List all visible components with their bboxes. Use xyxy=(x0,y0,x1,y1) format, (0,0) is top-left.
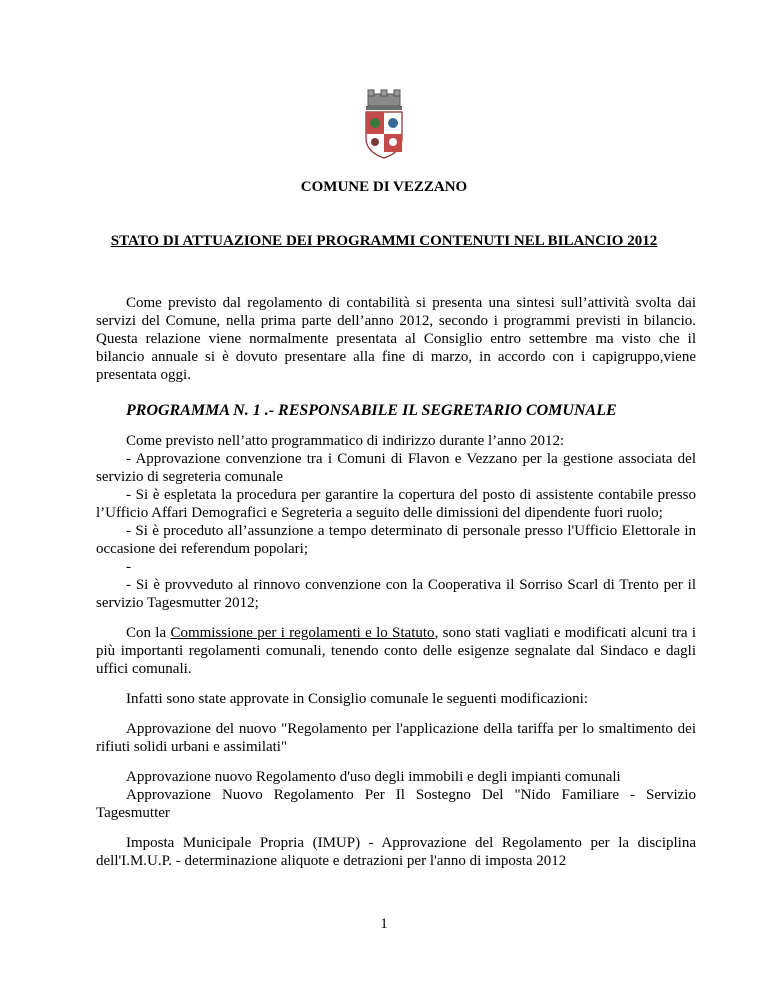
commission-text-after: , sono stati vagliati e modificati alcuni tra i più importanti regolamenti comunali, tenendo conto delle esigenze segnalate dal Sindaco e dagli uffici comunali. xyxy=(96,625,696,677)
document-body xyxy=(96,294,696,870)
list-item: - Si è espletata la procedura per garantire la copertura del posto di assistente contabile presso l’Ufficio Affari Demografici e Segreteria a seguito delle dimissioni del dipendente fuori ruolo; xyxy=(96,487,696,521)
list-item: - xyxy=(126,559,131,575)
intro-paragraph: Come previsto dal regolamento di contabilità si presenta una sintesi sull’attività svolta dai servizi del Comune, nella prima parte dell’anno 2012, secondo i programmi previsti in bilancio. Questa relazione viene normalmente presentata al Consiglio entro settembre ma visto che il bilancio annuale si è dovuto presentare alla fine di marzo, in accordo con i capigruppo,viene presentata oggi. xyxy=(96,295,696,383)
approved-intro: Infatti sono state approvate in Consiglio comunale le seguenti modificazioni: xyxy=(126,691,588,707)
modification-item: Approvazione nuovo Regolamento d'uso degli immobili e degli impianti comunali xyxy=(126,769,621,785)
commission-text-before: Con la xyxy=(126,625,171,641)
modification-item: Approvazione Nuovo Regolamento Per Il Sostegno Del "Nido Familiare - Servizio Tagesmutter xyxy=(96,787,696,821)
list-item: - Si è proceduto all’assunzione a tempo determinato di personale presso l'Ufficio Elettorale in occasione dei referendum popolari; xyxy=(96,523,696,557)
commission-link: Commissione per i regolamenti e lo Statuto xyxy=(170,625,435,641)
list-item: - Approvazione convenzione tra i Comuni di Flavon e Vezzano per la gestione associata del servizio di segreteria comunale xyxy=(96,451,696,485)
page-number: 1 xyxy=(380,916,388,932)
modification-item: Approvazione del nuovo "Regolamento per l'applicazione della tariffa per lo smaltimento dei rifiuti solidi urbani e assimilati" xyxy=(96,721,696,755)
program-lead: Come previsto nell’atto programmatico di indirizzo durante l’anno 2012: xyxy=(126,433,565,449)
municipal-coat-of-arms-icon xyxy=(360,88,408,160)
document-subtitle: STATO DI ATTUAZIONE DEI PROGRAMMI CONTENUTI NEL BILANCIO 2012 xyxy=(110,233,658,249)
commission-paragraph xyxy=(96,624,696,678)
program-heading: PROGRAMMA N. 1 .- RESPONSABILE IL SEGRETARIO COMUNALE xyxy=(126,402,617,419)
modification-item: Imposta Municipale Propria (IMUP) - Approvazione del Regolamento per la disciplina dell'I.M.U.P. - determinazione aliquote e detrazioni per l'anno di imposta 2012 xyxy=(96,835,696,869)
list-item: - Si è provveduto al rinnovo convenzione con la Cooperativa il Sorriso Scarl di Trento per il servizio Tagesmutter 2012; xyxy=(96,577,696,611)
municipality-title: COMUNE DI VEZZANO xyxy=(300,179,468,195)
